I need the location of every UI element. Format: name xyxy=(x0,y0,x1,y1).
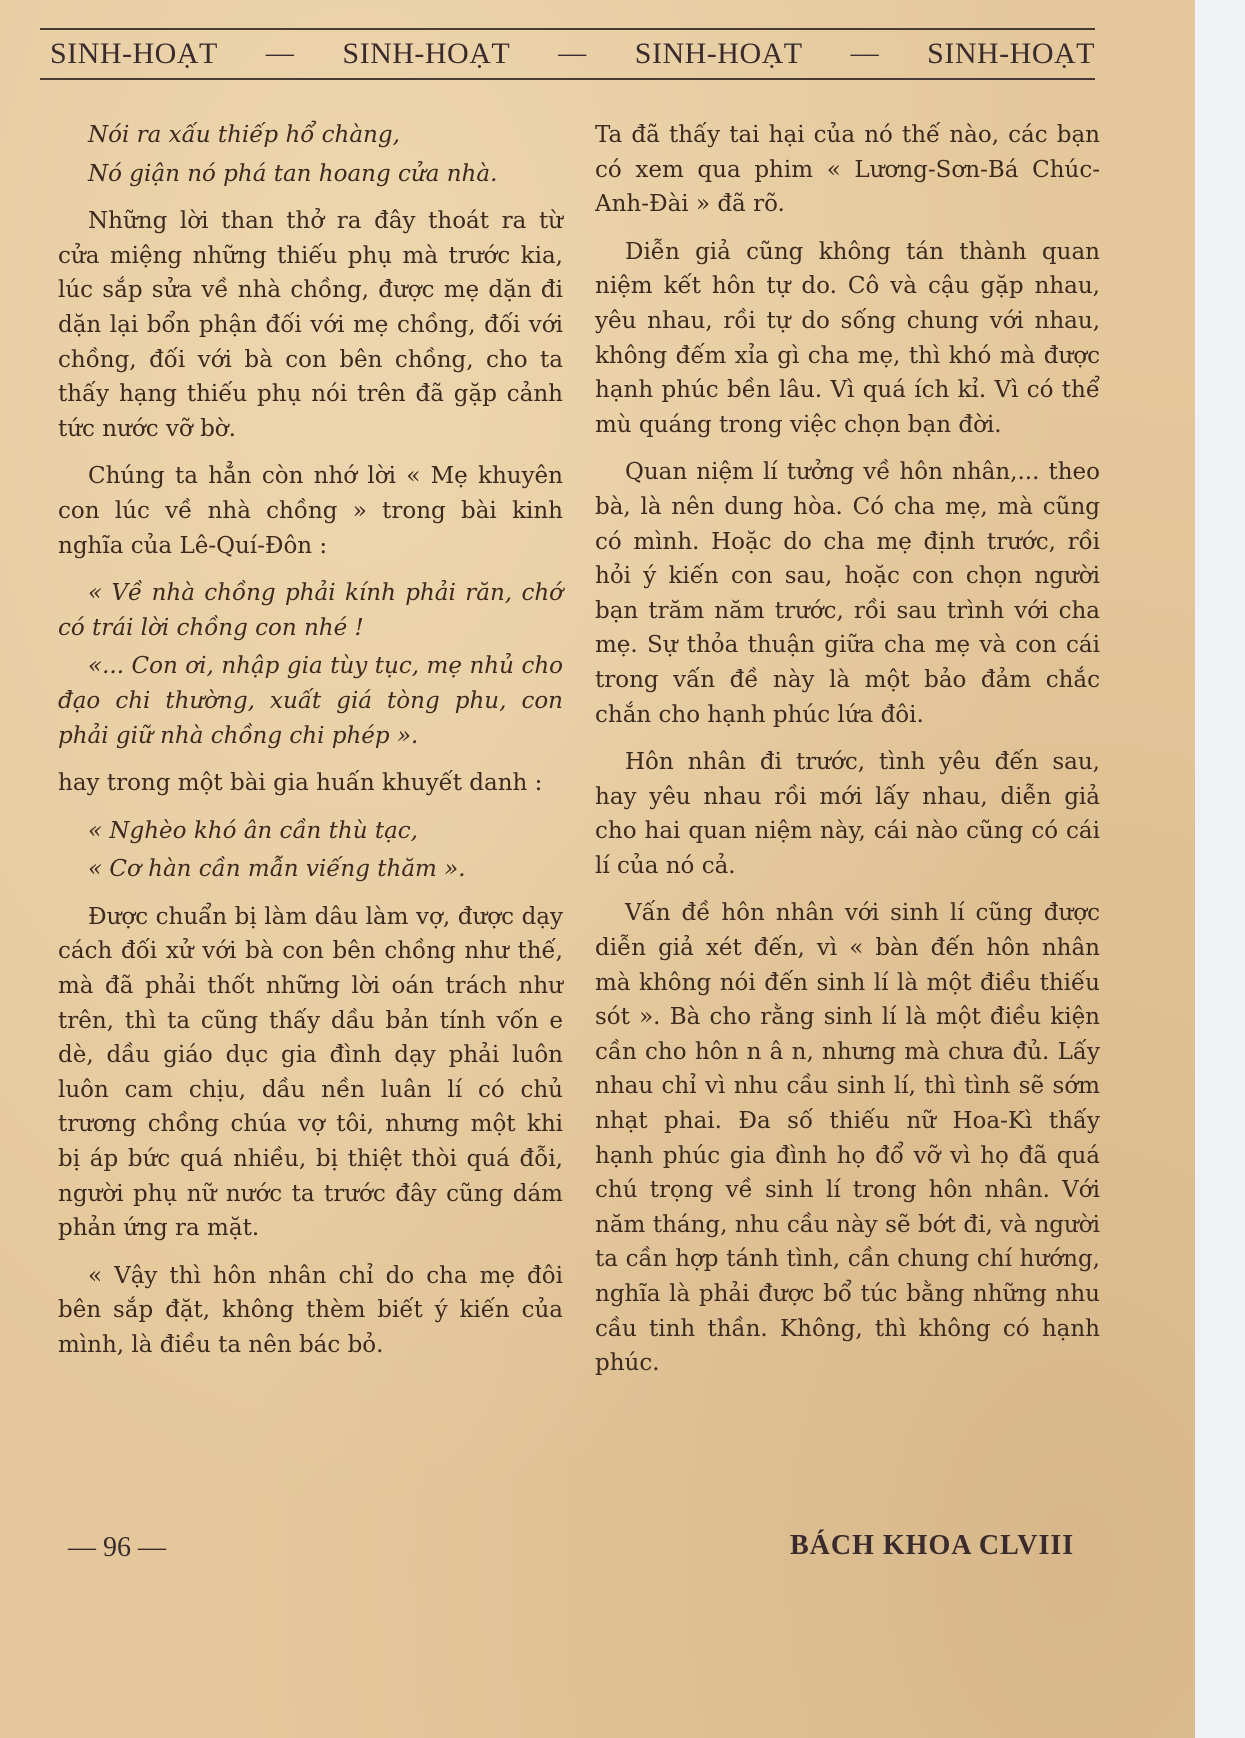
header-rule-bottom xyxy=(40,78,1095,80)
body-paragraph: Ta đã thấy tai hại của nó thế nào, các bạn có xem qua phim « Lương-Sơn-Bá Chúc-Anh-Đài » đã rõ. xyxy=(595,122,1100,218)
body-paragraph: Chúng ta hẳn còn nhớ lời « Mẹ khuyên con lúc về nhà chồng » trong bài kinh nghĩa của Lê-Quí-Đôn : xyxy=(58,463,563,559)
verse-line: « Cơ hàn cần mẫn viếng thăm ». xyxy=(88,856,466,883)
running-header-item: SINH-HOẠT xyxy=(342,37,511,70)
page-number: — 96 — xyxy=(68,1532,166,1563)
body-paragraph: Quan niệm lí tưởng về hôn nhân,... theo bà, là nên dung hòa. Có cha mẹ, mà cũng có mình. Hoặc do cha mẹ định trước, rồi hỏi ý kiến con sau, hoặc con chọn người bạn trăm năm trước, rồi sau trình với cha mẹ. Sự thỏa thuận giữa cha mẹ và con cái trong vấn đề này là một bảo đảm chắc chắn cho hạnh phúc lứa đôi. xyxy=(595,459,1100,728)
running-header-separator: — xyxy=(265,38,295,69)
publication-title: BÁCH KHOA CLVIII xyxy=(790,1530,1075,1561)
verse-line: « Nghèo khó ân cần thù tạc, xyxy=(88,817,418,844)
body-paragraph: Được chuẩn bị làm dâu làm vợ, được dạy cách đối xử với bà con bên chồng như thế, mà đã phải thốt những lời oán trách như trên, thì ta cũng thấy dầu bản tính vốn e dè, dầu giáo dục gia đình dạy phải luôn luôn cam chịu, dầu nền luân lí có chủ trương chồng chúa vợ tôi, nhưng một khi bị áp bức quá nhiều, bị thiệt thòi quá đỗi, người phụ nữ nước ta trước đây cũng dám phản ứng ra mặt. xyxy=(58,903,563,1242)
header-rule-top xyxy=(40,28,1095,30)
running-header-item: SINH-HOẠT xyxy=(50,37,218,70)
running-header-separator: — xyxy=(558,38,587,69)
quote-paragraph: « Về nhà chồng phải kính phải răn, chớ có trái lời chồng con nhé ! xyxy=(58,580,563,641)
verse-line: Nó giận nó phá tan hoang cửa nhà. xyxy=(88,160,498,187)
body-paragraph: Vấn đề hôn nhân với sinh lí cũng được diễn giả xét đến, vì « bàn đến hôn nhân mà không nói đến sinh lí là một điều thiếu sót ». Bà cho rằng sinh lí là một điều kiện cần cho hôn n â n, nhưng mà chưa đủ. Lấy nhau chỉ vì nhu cầu sinh lí, thì tình sẽ sớm nhạt phai. Đa số thiếu nữ Hoa-Kì thấy hạnh phúc gia đình họ đổ vỡ vì họ đã quá chú trọng về sinh lí trong hôn nhân. Với năm tháng, nhu cầu này sẽ bớt đi, và người ta cần hợp tánh tình, cần chung chí hướng, nghĩa là phải được bổ túc bằng những nhu cầu tinh thần. Không, thì không có hạnh phúc. xyxy=(595,900,1100,1377)
quote-paragraph: «... Con ơi, nhập gia tùy tục, mẹ nhủ cho đạo chi thường, xuất giá tòng phu, con phải giữ nhà chồng chi phép ». xyxy=(58,653,563,749)
right-column xyxy=(595,118,1100,1394)
body-paragraph: « Vậy thì hôn nhân chỉ do cha mẹ đôi bên sắp đặt, không thèm biết ý kiến của mình, là điều ta nên bác bỏ. xyxy=(58,1262,563,1358)
running-header-item: SINH-HOẠT xyxy=(927,37,1095,70)
left-column xyxy=(58,118,563,1376)
body-paragraph: Diễn giả cũng không tán thành quan niệm kết hôn tự do. Cô và cậu gặp nhau, yêu nhau, rồi tự do sống chung với nhau, không đếm xỉa gì cha mẹ, thì khó mà được hạnh phúc bền lâu. Vì quá ích kỉ. Vì có thể mù quáng trong việc chọn bạn đời. xyxy=(595,238,1100,438)
verse-line: Nói ra xấu thiếp hổ chàng, xyxy=(88,122,400,148)
running-header xyxy=(50,34,1095,74)
running-header-separator: — xyxy=(850,38,880,69)
running-header-item: SINH-HOẠT xyxy=(634,37,803,70)
body-paragraph: Những lời than thở ra đây thoát ra từ cửa miệng những thiếu phụ mà trước kia, lúc sắp sửa về nhà chồng, được mẹ dặn đi dặn lại bổn phận đối với mẹ chồng, đối với chồng, đối với bà con bên chồng, cho ta thấy hạng thiếu phụ nói trên đã gặp cảnh tức nước vỡ bờ. xyxy=(58,208,563,442)
body-paragraph: hay trong một bài gia huấn khuyết danh : xyxy=(58,770,543,797)
body-paragraph: Hôn nhân đi trước, tình yêu đến sau, hay yêu nhau rồi mới lấy nhau, diễn giả cho hai quan niệm này, cái nào cũng có cái lí của nó cả. xyxy=(595,749,1100,879)
page-margin-background xyxy=(1195,0,1245,1738)
